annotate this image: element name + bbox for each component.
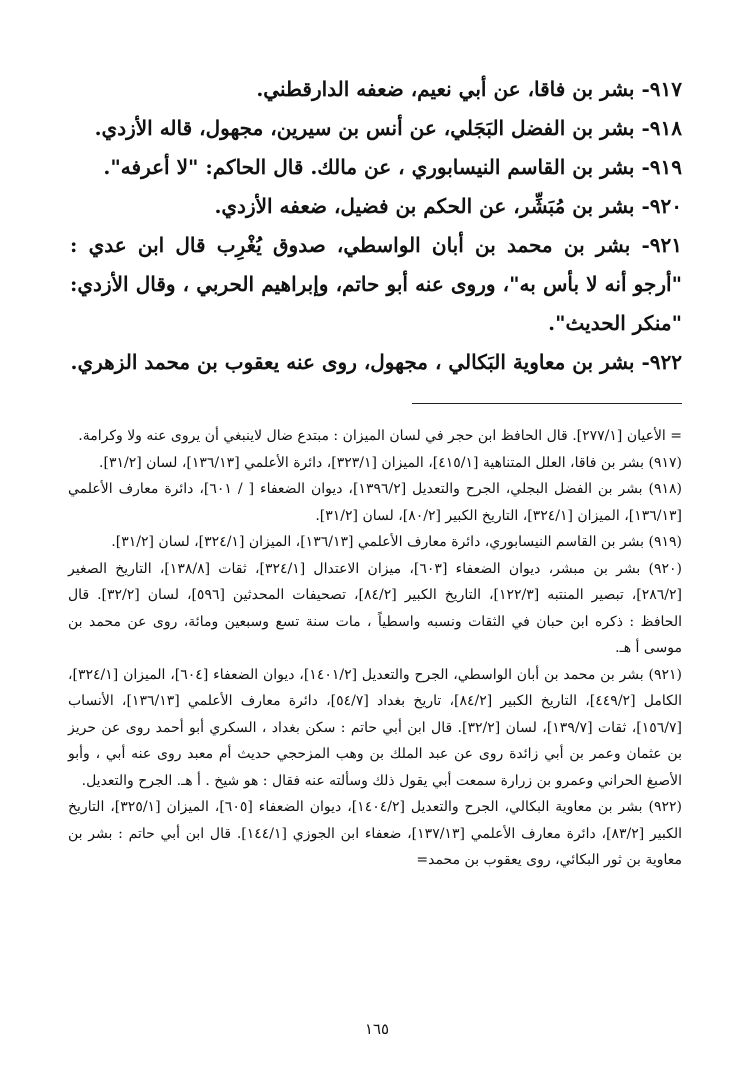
footnote-917: (٩١٧) بشر بن فاقا، العلل المتناهية [٤١٥/١]، الميزان [٣٢٣/١]، دائرة الأعلمي [١٣٦/١٣]، لسان [٣١/٢]. [99, 454, 682, 471]
entry-921 [70, 226, 682, 343]
footnote-921: (٩٢١) بشر بن محمد بن أبان الواسطي، الجرح والتعديل [١٤٠١/٢]، ديوان الضعفاء [٦٠٤]، الميزان [٣٢٤/١]، الكامل [٤٤٩/٢]، التاريخ الكبير [٨٤/٢]، تاريخ بغداد [٥٤/٧]، دائرة معارف الأعلمي [١٣٦/١٣]، الأنساب [١٥٦/٧]، ثقات [١٣٩/٧]، لسان [٣٢/٢]. قال ابن أبي حاتم : سكن بغداد ، السكري أبو أحمد روى عن حريز بن عثمان وعمر بن أبي زائدة روى عن عبد الملك بن وهب المزحجي حديث أم معبد روى عنه أبي ، وأبو الأصبغ الحراني وعمرو بن زرارة سمعت أبي يقول ذلك وسألته عنه فقال : هو شيخ . أ هـ. الجرح والتعديل. [68, 666, 683, 789]
entry-920 [70, 187, 682, 226]
footnote-919: (٩١٩) بشر بن القاسم النيسابوري، دائرة معارف الأعلمي [١٣٦/١٣]، الميزان [٣٢٤/١]، لسان [٣١/٢]. [111, 534, 682, 550]
entry-text: بشر بن مُبَشِّر، عن الحكم بن فضيل، ضعفه الأزدي. [214, 194, 642, 218]
footnotes [68, 423, 682, 874]
entry-text: بشر بن فاقا، عن أبي نعيم، ضعفه الدارقطني. [256, 77, 642, 101]
entry-number: ٩٢١- [641, 233, 682, 257]
page-number: ١٦٥ [364, 1020, 390, 1038]
entry-919 [70, 148, 682, 187]
footnote-continuation: = الأعيان [٢٧٧/١]. قال الحافظ ابن حجر في لسان الميزان : مبتدع ضال لاينبغي أن يروى عنه ولا وكرامة. [78, 428, 682, 444]
footnote-918: (٩١٨) بشر بن الفضل البجلي، الجرح والتعديل [١٣٩٦/٢]، ديوان الضعفاء [ / ٦٠١]، دائرة معارف الأعلمي [١٣٦/١٣]، الميزان [٣٢٤/١]، التاريخ الكبير [٨٠/٢]، لسان [٣١/٢]. [68, 481, 683, 524]
entry-text: بشر بن معاوية البَكالي ، مجهول، روى عنه يعقوب بن محمد الزهري. [70, 350, 642, 374]
entry-number: ٩٢٠- [641, 194, 682, 218]
entry-text: بشر بن محمد بن أبان الواسطي، صدوق يُغْرِب قال ابن عدي : "أرجو أنه لا بأس به"، وروى عنه أبو حاتم، وإبراهيم الحربي ، وقال الأزدي: "منكر الحديث". [70, 233, 682, 335]
entry-number: ٩٢٢- [641, 350, 682, 374]
entry-text: بشر بن القاسم النيسابوري ، عن مالك. قال الحاكم: "لا أعرفه". [103, 155, 642, 179]
entries-list [70, 70, 682, 382]
entry-918 [70, 109, 682, 148]
entry-number: ٩١٧- [641, 77, 682, 101]
entry-917 [70, 70, 682, 109]
footnote-920: (٩٢٠) بشر بن مبشر، ديوان الضعفاء [٦٠٣]، ميزان الاعتدال [٣٢٤/١]، ثقات [١٣٨/٨]، التاريخ الصغير [٢٨٦/٢]، تبصير المنتبه [١٢٢/٣]، التاريخ الكبير [٨٤/٢]، تصحيفات المحدثين [٥٩٦]، لسان [٣٢/٢]. قال الحافظ : ذكره ابن حبان في الثقات ونسبه واسطياً ، مات سنة تسع وسبعين ومائة، روى عن محمد بن موسى أ هـ. [68, 560, 682, 656]
entry-number: ٩١٨- [641, 116, 682, 140]
entry-text: بشر بن الفضل البَجَلي، عن أنس بن سيرين، مجهول، قاله الأزدي. [94, 116, 642, 140]
footnote-divider [412, 403, 682, 404]
entry-number: ٩١٩- [641, 155, 682, 179]
footnote-922: (٩٢٢) بشر بن معاوية البكالي، الجرح والتعديل [١٤٠٤/٢]، ديوان الضعفاء [٦٠٥]، الميزان [٣٢٥/١]، التاريخ الكبير [٨٣/٢]، دائرة معارف الأعلمي [١٣٧/١٣]، ضعفاء ابن الجوزي [١٤٤/١]. قال ابن أبي حاتم : بشر بن معاوية بن ثور البكائي، روى يعقوب بن محمد= [68, 799, 682, 868]
entry-922 [70, 343, 682, 382]
